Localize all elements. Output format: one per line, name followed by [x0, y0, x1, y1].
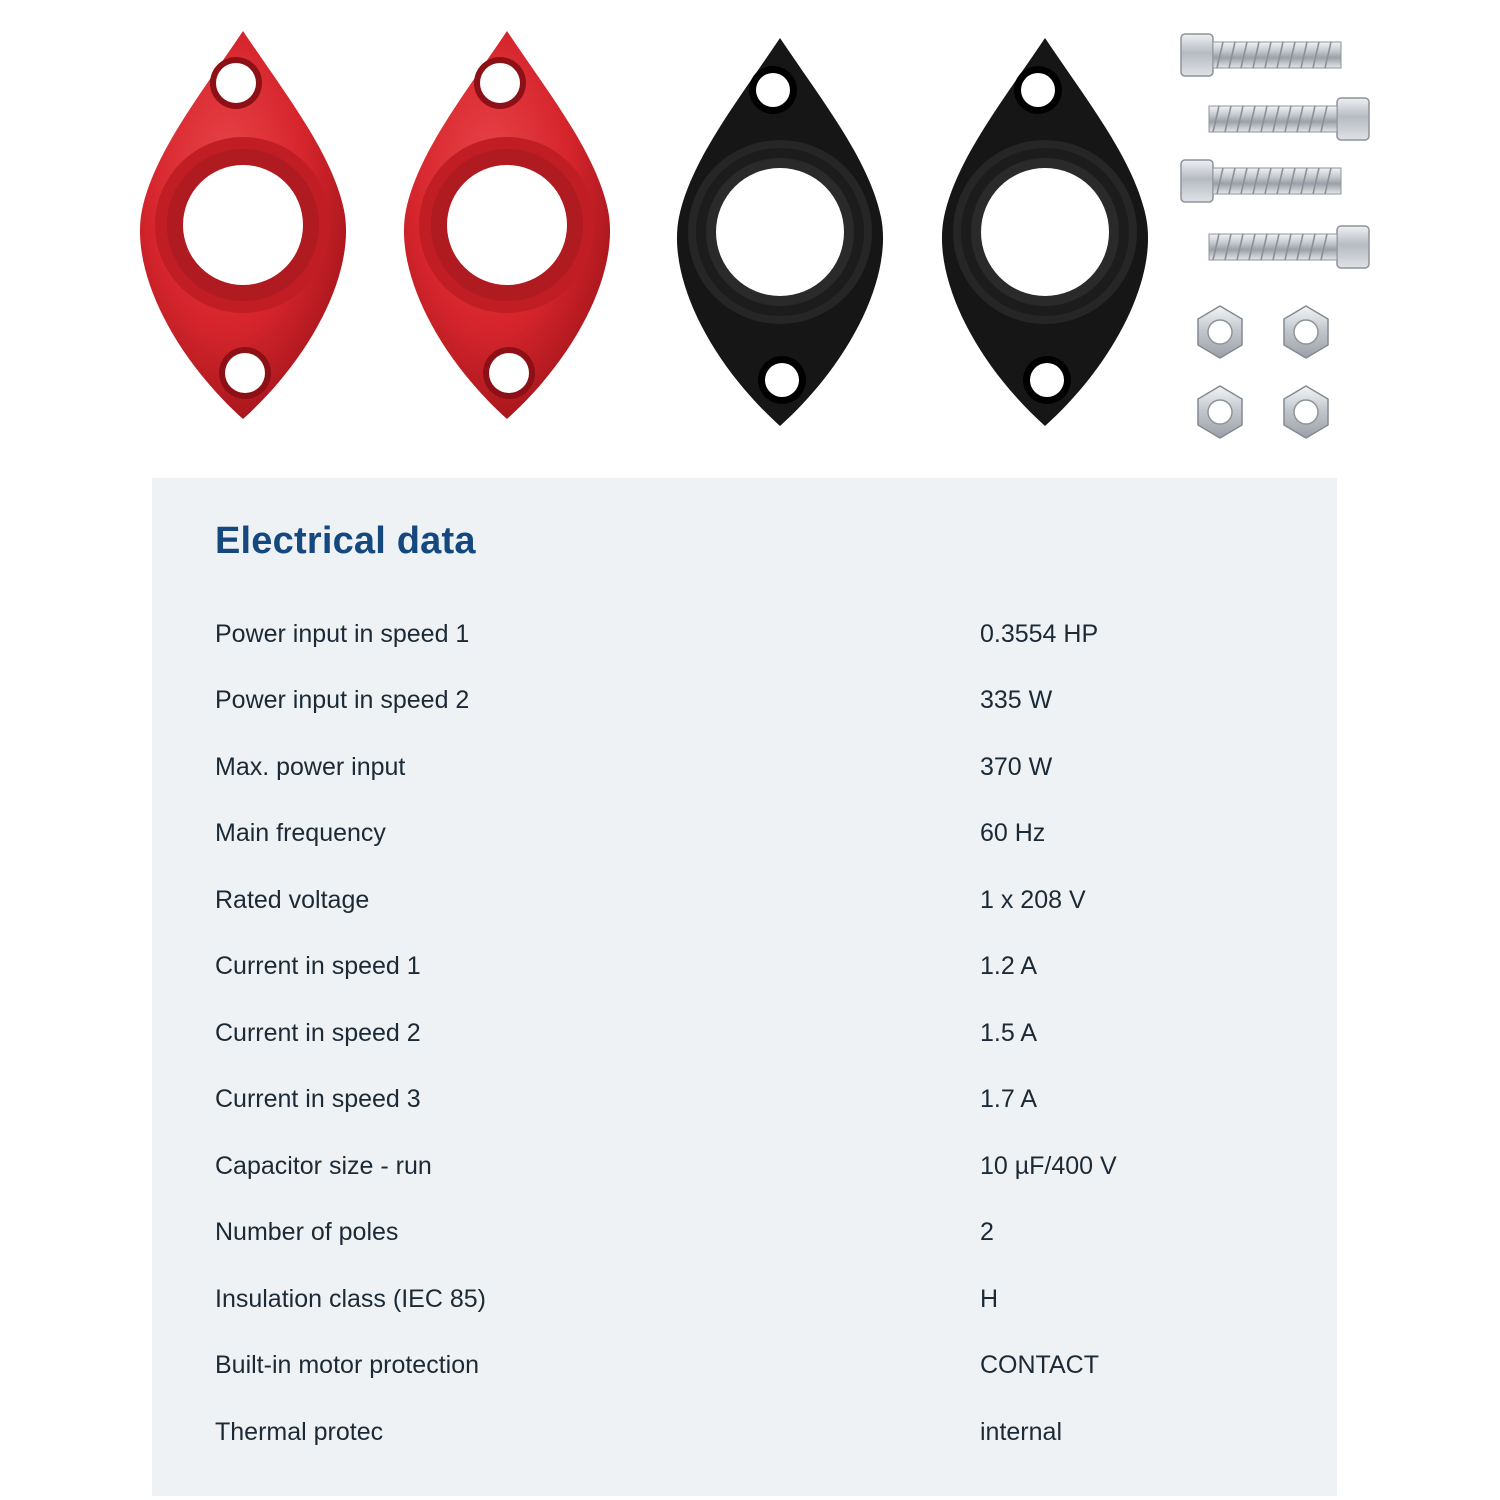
hex-nut-3: [1198, 386, 1242, 438]
electrical-data-panel: [152, 478, 1337, 1496]
table-row: [212, 867, 1277, 934]
table-row: [212, 1266, 1277, 1333]
row-label: Current in speed 1: [215, 952, 421, 981]
table-row: [212, 1000, 1277, 1067]
row-label: Current in speed 2: [215, 1018, 421, 1047]
row-value: 1.5 A: [980, 1018, 1037, 1047]
row-label: Built-in motor protection: [215, 1351, 480, 1380]
row-value: 10 µF/400 V: [980, 1151, 1117, 1180]
row-label: Main frequency: [215, 819, 386, 848]
row-value: H: [980, 1284, 999, 1313]
row-value: CONTACT: [980, 1351, 1099, 1380]
row-label: Insulation class (IEC 85): [215, 1284, 486, 1313]
hex-bolt-group: [1175, 20, 1375, 290]
row-label: Power input in speed 1: [215, 619, 470, 648]
row-value: 2: [980, 1218, 994, 1247]
table-row: [212, 1333, 1277, 1400]
row-label: Power input in speed 2: [215, 686, 470, 715]
table-row: [212, 1200, 1277, 1267]
black-gasket-2: [920, 32, 1170, 432]
hex-nut-group: [1180, 300, 1350, 450]
red-flange-2: [382, 25, 632, 425]
row-label: Rated voltage: [215, 885, 370, 914]
black-gasket-1: [655, 32, 905, 432]
row-value: internal: [980, 1417, 1062, 1446]
hex-bolt-3: [1181, 160, 1341, 202]
row-value: 60 Hz: [980, 819, 1046, 848]
hex-bolt-4: [1209, 226, 1369, 268]
hex-nut-4: [1284, 386, 1328, 438]
table-row: [212, 668, 1277, 735]
row-label: Capacitor size - run: [215, 1151, 432, 1180]
table-row: [212, 1133, 1277, 1200]
product-image: [0, 0, 1500, 470]
row-label: Number of poles: [215, 1218, 399, 1247]
table-row: [212, 1399, 1277, 1466]
red-flange-1: [118, 25, 368, 425]
table-row: [212, 801, 1277, 868]
table-row: [212, 734, 1277, 801]
hex-bolt-1: [1181, 34, 1341, 76]
table-row: [212, 934, 1277, 1001]
row-value: 1.7 A: [980, 1085, 1037, 1114]
row-value: 0.3554 HP: [980, 619, 1099, 648]
hex-nut-2: [1284, 306, 1328, 358]
table-row: [212, 601, 1277, 668]
row-label: Thermal protec: [215, 1417, 384, 1446]
row-label: Current in speed 3: [215, 1085, 421, 1114]
row-value: 1.2 A: [980, 952, 1037, 981]
row-value: 1 x 208 V: [980, 885, 1086, 914]
page-title: Electrical data: [215, 520, 476, 562]
row-label: Max. power input: [215, 752, 406, 781]
electrical-data-table: [212, 601, 1277, 1466]
table-row: [212, 1067, 1277, 1134]
row-value: 335 W: [980, 686, 1053, 715]
hex-bolt-2: [1209, 98, 1369, 140]
row-value: 370 W: [980, 752, 1053, 781]
hex-nut-1: [1198, 306, 1242, 358]
